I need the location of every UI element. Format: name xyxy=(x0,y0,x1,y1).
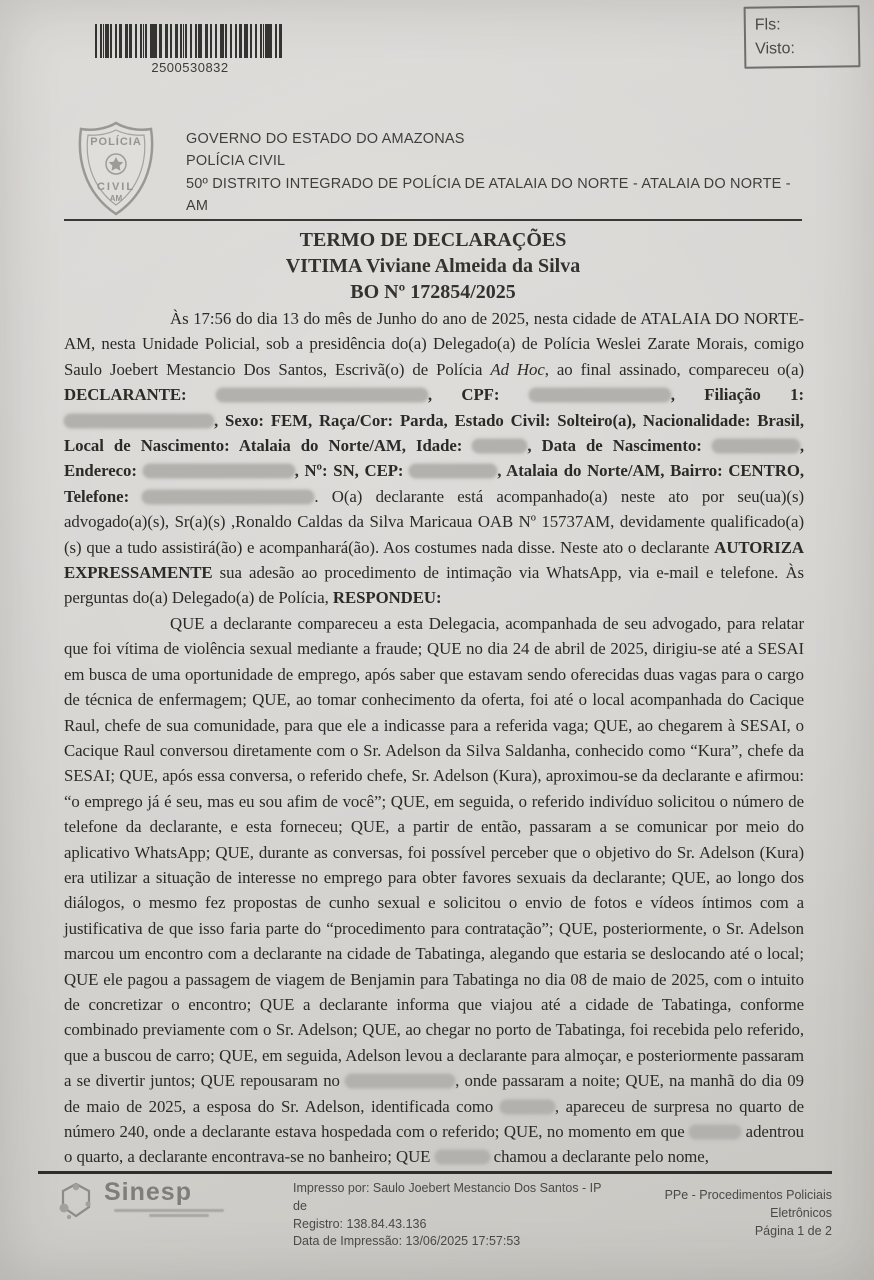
barcode xyxy=(95,24,285,58)
barcode-number: 2500530832 xyxy=(151,60,229,75)
header-line-government: GOVERNO DO ESTADO DO AMAZONAS xyxy=(186,131,465,147)
sinesp-tagline xyxy=(104,1209,224,1217)
text-run: sua adesão ao procedimento de intimação via WhatsApp, via e-mail e telefone. Às perguntas do(a) Delegado(a) de Polícia, xyxy=(64,563,804,608)
title-bo-number: BO Nº 172854/2025 xyxy=(350,281,516,303)
text-run: , apareceu de surpresa no quarto de número 240, onde a declarante estava hospedada com o referido; QUE, no momento em que xyxy=(64,1096,804,1141)
text-run: , CPF: xyxy=(427,385,529,405)
system-name: PPe - Procedimentos Policiais Eletrônicos xyxy=(664,1188,832,1220)
redacted-text xyxy=(472,439,527,453)
text-run: , Nº: SN, CEP: xyxy=(294,461,410,481)
footer-divider-line xyxy=(38,1171,832,1174)
printed-by-line: Impresso por: Saulo Joebert Mestancio Dos Santos - IP de xyxy=(293,1181,602,1213)
svg-text:AM: AM xyxy=(109,194,123,203)
document-header xyxy=(66,118,810,223)
text-run: , Filiação 1: xyxy=(670,385,804,405)
title-victim: VITIMA Viviane Almeida da Silva xyxy=(285,255,581,277)
print-date-line: Data de Impressão: 13/06/2025 17:57:53 xyxy=(293,1234,521,1249)
text-run: QUE a declarante compareceu a esta Delegacia, acompanhada de seu advogado, para relatar que foi vítima de violência sexual mediante a fraude; QUE no dia 24 de abril de 2025, dirigiu-se até a SESAI em busca de uma oportunidade de emprego, após saber que estavam sendo oferecidas duas vagas para o cargo de técnica de enfermagem; QUE, ao tomar conhecimento da oferta, foi até o local acompanhada do Cacique Raul, chefe de sua comunidade, para que ele a indicasse para a referida vaga; QUE, ao chegarem à SESAI, o Cacique Raul conversou diretamente com o Sr. Adelson da Silva Saldanha, conhecido como “Kura”, chefe da SESAI; QUE, após essa conversa, o referido chefe, Sr. Adelson (Kura), aproximou-se da declarante e afirmou: “o emprego já é seu, mas eu sou afim de você”; QUE, em seguida, o referido indivíduo solicitou o número de telefone da declarante, e esta forneceu; QUE, a partir de então, passaram a se comunicar por meio do aplicativo WhatsApp; QUE, durante as conversas, foi possível perceber que o objetivo do Sr. Adelson (Kura) era utilizar a situação de interesse no emprego para obter favores sexuais da declarante; QUE, ao longo dos diálogos, o mesmo fez propostas de cunho sexual e solicitou o envio de fotos e vídeos íntimos com a justificativa de que isso faria parte do “procedimento para contratação”; QUE, posteriormente, o Sr. Adelson marcou um encontro com a declarante na cidade de Tabatinga, alegando que estaria se deslocando até o local; QUE ele pagou a passagem de viagem de Benjamin para Tabatinga no dia 08 de maio de 2025, com o intuito de concretizar o encontro; QUE a declarante informa que viajou até a cidade de Tabatinga, conforme combinado previamente com o Sr. Adelson; QUE, ao chegar no porto de Tabatinga, foi recebida pelo referido, que a buscou de carro; QUE, em seguida, Adelson levou a declarante para almoçar, e posteriormente passaram a se divertir juntos; QUE repousaram no xyxy=(64,613,804,1091)
redacted-text xyxy=(409,464,497,478)
redacted-text xyxy=(689,1125,741,1139)
sinesp-logo xyxy=(38,1180,293,1222)
header-line-policia-civil: POLÍCIA CIVIL xyxy=(186,153,286,170)
text-run: , ao final assinado, compareceu o(a) xyxy=(544,359,805,379)
text-run: chamou a declarante pelo nome, xyxy=(489,1147,709,1167)
redacted-text xyxy=(143,464,295,478)
text-run: , Endereco: xyxy=(64,436,804,481)
text-run: RESPONDEU: xyxy=(332,588,442,608)
svg-text:CIVIL: CIVIL xyxy=(96,181,136,193)
header-divider-line xyxy=(64,219,802,221)
svg-text:POLÍCIA: POLÍCIA xyxy=(90,136,142,148)
text-run: , Atalaia do Norte/AM, Bairro: CENTRO, Telefone: xyxy=(64,461,804,506)
declaration-paragraph xyxy=(64,306,804,611)
redacted-text xyxy=(529,388,671,402)
fls-visto-stamp-box xyxy=(744,5,861,69)
redacted-text xyxy=(216,388,428,402)
redacted-text xyxy=(435,1150,490,1164)
fls-label: Fls: xyxy=(754,16,781,34)
text-run: . O(a) declarante está acompanhado(a) neste ato por seu(ua)(s) advogado(a)(s), Sr(a)(s) ,Ronaldo Caldas da Silva Maricaua OAB Nº 15737AM, devidamente qualificado(a)(s) que a tudo assistirá(ão) e acompanhará(ão). Aos costumes nada disse. Neste ato o declarante xyxy=(64,486,804,557)
title-termo: TERMO DE DECLARAÇÕES xyxy=(299,229,567,251)
policia-civil-badge-icon xyxy=(66,118,166,223)
sinesp-icon xyxy=(56,1180,96,1222)
page-indicator: Página 1 de 2 xyxy=(754,1223,832,1238)
redacted-text xyxy=(64,414,214,428)
redacted-text xyxy=(500,1100,555,1114)
visto-label: Visto: xyxy=(755,40,796,58)
document-body xyxy=(64,306,804,1170)
text-run: , Data de Nascimento: xyxy=(527,436,712,456)
redacted-text xyxy=(142,490,314,504)
print-info xyxy=(293,1180,607,1251)
text-run: Às 17:56 do dia 13 do mês de Junho do ano de 2025, nesta cidade de ATALAIA DO NORTE-AM, nesta Unidade Policial, sob a presidência do(a) Delegado(a) de Polícia Weslei Zarate Morais, comigo Saulo Joebert Mestancio Dos Santos, Escrivã(o) de Polícia xyxy=(64,309,804,379)
text-run: DECLARANTE: xyxy=(64,385,216,405)
header-org-lines xyxy=(186,118,810,223)
redacted-text xyxy=(712,439,800,453)
text-run: , onde passaram a noite; QUE, na manhã do dia 09 de maio de 2025, a esposa do Sr. Adelson, identificada como xyxy=(64,1071,804,1116)
system-info xyxy=(607,1180,832,1240)
document-footer xyxy=(38,1180,832,1251)
registry-ip-line: Registro: 138.84.43.136 xyxy=(293,1216,427,1231)
document-title-block xyxy=(64,227,802,305)
sinesp-wordmark: Sinesp xyxy=(104,1178,192,1206)
redacted-text xyxy=(345,1074,455,1088)
barcode-block xyxy=(92,24,288,75)
declaration-paragraph xyxy=(64,611,804,1170)
text-run: AUTORIZA EXPRESSAMENTE xyxy=(64,537,804,583)
text-run: Ad Hoc xyxy=(490,359,545,379)
header-line-district: 50º DISTRITO INTEGRADO DE POLÍCIA DE ATALAIA DO NORTE - ATALAIA DO NORTE - AM xyxy=(186,175,791,215)
text-run: , Sexo: FEM, Raça/Cor: Parda, Estado Civil: Solteiro(a), Nacionalidade: Brasil, Local de Nascimento: Atalaia do Norte/AM, Idade: xyxy=(64,410,804,456)
text-run: adentrou o quarto, a declarante encontrava-se no banheiro; QUE xyxy=(64,1122,804,1167)
